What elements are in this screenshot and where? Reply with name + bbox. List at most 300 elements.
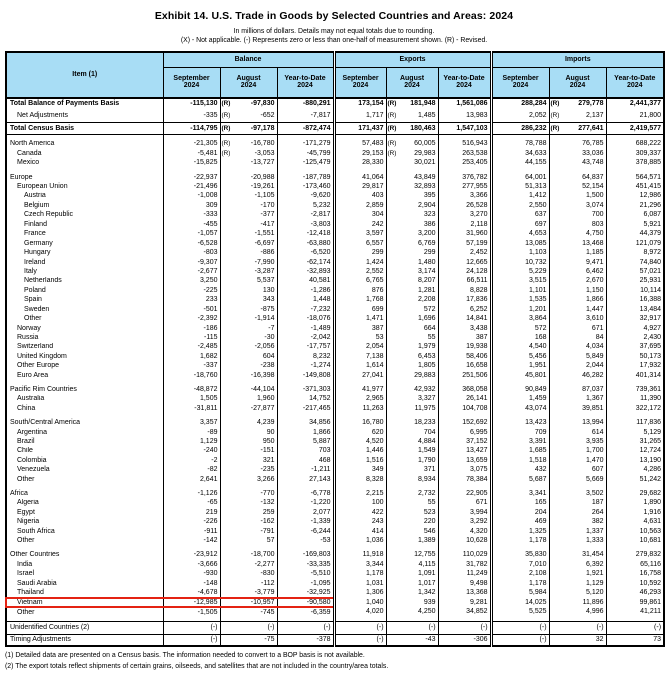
value-cell: 12,724 xyxy=(606,447,664,456)
value-cell: 403 xyxy=(334,192,386,201)
value-cell: -187,789 xyxy=(277,173,334,182)
row-label: France xyxy=(24,230,46,238)
value-cell: -32,925 xyxy=(277,588,334,597)
value-cell: 5,984 xyxy=(491,588,549,597)
value-cell: 3,515 xyxy=(491,277,549,286)
value-cell: -5,481 xyxy=(163,149,220,158)
row-label: Other Europe xyxy=(17,362,60,370)
table-row-other xyxy=(6,607,664,616)
row-label: Unidentified Countries (2) xyxy=(6,622,163,634)
value-cell: -1,505 xyxy=(163,607,220,616)
value-cell: -170 xyxy=(220,201,277,210)
value-cell: -1,914 xyxy=(220,314,277,323)
value-cell: 1,951 xyxy=(491,361,549,370)
value-cell: 1,447 xyxy=(549,305,606,314)
table-row-ireland xyxy=(6,258,664,267)
table-row-canada xyxy=(6,149,664,158)
value-cell: 52,154 xyxy=(549,182,606,191)
value-cell: 11,390 xyxy=(606,395,664,404)
value-cell: 2,965 xyxy=(334,395,386,404)
value-cell: 1,960 xyxy=(220,395,277,404)
value-cell: 2,215 xyxy=(334,489,386,498)
revised-marker: (R) xyxy=(221,112,231,120)
table-row-india xyxy=(6,560,664,569)
value-cell: 17,932 xyxy=(606,361,664,370)
value-cell: -371,303 xyxy=(277,385,334,394)
value-cell: 1,768 xyxy=(334,295,386,304)
row-label: Spain xyxy=(24,296,42,304)
value-cell: 10,114 xyxy=(606,286,664,295)
table-row-italy xyxy=(6,267,664,276)
value-cell: 43,074 xyxy=(491,404,549,413)
value-cell: 4,996 xyxy=(549,607,606,616)
value-cell: 187 xyxy=(549,499,606,508)
table-row-chile xyxy=(6,447,664,456)
value-cell: 1,333 xyxy=(549,536,606,545)
value-cell: -151 xyxy=(220,447,277,456)
value-cell: (-) xyxy=(491,622,549,634)
row-label: Other xyxy=(24,315,42,323)
value-cell: -43 xyxy=(386,634,438,646)
value-cell: 13,423 xyxy=(491,418,549,427)
value-cell: 664 xyxy=(386,324,438,333)
value-cell: 1,367 xyxy=(549,395,606,404)
value-cell: 32 xyxy=(549,634,606,646)
value-cell: 572 xyxy=(491,324,549,333)
value-cell: -235 xyxy=(220,465,277,474)
value-cell: -872,474 xyxy=(277,122,334,134)
table-row-norway xyxy=(6,324,664,333)
value-cell: -770 xyxy=(220,489,277,498)
value-cell: 24,128 xyxy=(438,267,491,276)
value-cell: -17,757 xyxy=(277,343,334,352)
table-row-argentina xyxy=(6,428,664,437)
row-label: Other xyxy=(17,475,35,483)
value-cell: 14,025 xyxy=(491,598,549,608)
value-cell: 41,211 xyxy=(606,607,664,616)
value-cell: 64,837 xyxy=(549,173,606,182)
table-row-africa xyxy=(6,489,664,498)
value-cell: 65,116 xyxy=(606,560,664,569)
value-cell: -377 xyxy=(220,210,277,219)
value-cell: 323 xyxy=(386,210,438,219)
table-row-other-countries xyxy=(6,551,664,560)
value-cell: 57 xyxy=(220,536,277,545)
row-label: Colombia xyxy=(17,456,47,464)
value-cell: 1,505 xyxy=(163,395,220,404)
value-cell: (R) -16,780 xyxy=(220,140,277,149)
value-cell: 5,849 xyxy=(549,352,606,361)
table-row-south-africa xyxy=(6,527,664,536)
table-row-european-union xyxy=(6,182,664,191)
table-row-sweden xyxy=(6,305,664,314)
units-note: In millions of dollars. Details may not equal totals due to rounding. xyxy=(233,28,435,35)
group-header-balance: Balance xyxy=(163,52,334,68)
table-row-other xyxy=(6,475,664,484)
value-cell: 5,687 xyxy=(491,475,549,484)
value-cell: 2,904 xyxy=(386,201,438,210)
value-cell: 6,087 xyxy=(606,210,664,219)
value-cell: 4,750 xyxy=(549,229,606,238)
footnotes xyxy=(5,651,668,672)
page-title: Exhibit 14. U.S. Trade in Goods by Selected Countries and Areas: 2024 xyxy=(154,10,514,22)
value-cell: 422 xyxy=(334,508,386,517)
table-row-total-balance-of-payments-basis xyxy=(6,98,664,110)
value-cell: -22,937 xyxy=(163,173,220,182)
row-label: Total Balance of Payments Basis xyxy=(10,100,120,108)
value-cell: -335 xyxy=(163,110,220,122)
value-cell: 3,864 xyxy=(491,314,549,323)
symbols-note: (X) - Not applicable. (-) Represents zero or less than one-half of measurement shown. (R) - Revised. xyxy=(180,37,488,45)
value-cell: 2,732 xyxy=(386,489,438,498)
row-label: Net Adjustments xyxy=(17,112,68,120)
row-label: Germany xyxy=(24,239,53,247)
value-cell: -90,580 xyxy=(277,598,334,608)
value-cell: 349 xyxy=(334,465,386,474)
value-cell: -306 xyxy=(438,634,491,646)
imports-ytd-header: Year-to-Date 2024 xyxy=(606,68,664,98)
value-cell: 604 xyxy=(220,352,277,361)
table-row-thailand xyxy=(6,588,664,597)
value-cell: -337 xyxy=(163,361,220,370)
row-label: Other Countries xyxy=(10,551,60,559)
table-row-north-america xyxy=(6,140,664,149)
value-cell: 1,389 xyxy=(386,536,438,545)
row-label: European Union xyxy=(17,183,68,191)
value-cell: 46,282 xyxy=(549,371,606,380)
value-cell: 4,250 xyxy=(386,607,438,616)
value-cell: 1,547,103 xyxy=(438,122,491,134)
value-cell: 8,328 xyxy=(334,475,386,484)
value-cell: 264 xyxy=(549,508,606,517)
value-cell: 1,535 xyxy=(491,295,549,304)
value-cell: 1,446 xyxy=(334,447,386,456)
value-cell: 2,054 xyxy=(334,343,386,352)
value-cell: 2,044 xyxy=(549,361,606,370)
value-cell: 10,732 xyxy=(491,258,549,267)
value-cell: (-) xyxy=(438,622,491,634)
value-cell: 12,755 xyxy=(386,551,438,560)
value-cell: -30 xyxy=(220,333,277,342)
value-cell: 1,129 xyxy=(163,437,220,446)
value-cell: (R) 2,137 xyxy=(549,110,606,122)
value-cell: 46,293 xyxy=(606,588,664,597)
value-cell: -1,105 xyxy=(220,192,277,201)
value-cell: 1,342 xyxy=(386,588,438,597)
value-cell: (R) -97,830 xyxy=(220,98,277,110)
value-cell: 2,859 xyxy=(334,201,386,210)
value-cell: -3,287 xyxy=(220,267,277,276)
row-label: Poland xyxy=(24,286,46,294)
value-cell: (-) xyxy=(334,622,386,634)
row-label: Netherlands xyxy=(24,277,62,285)
value-cell: -48,872 xyxy=(163,385,220,394)
value-cell: 29,153 xyxy=(334,149,386,158)
row-label: Pacific Rim Countries xyxy=(10,386,77,393)
value-cell: 1,178 xyxy=(334,569,386,578)
value-cell: -9,620 xyxy=(277,192,334,201)
value-cell: -112 xyxy=(220,579,277,588)
value-cell: 1,480 xyxy=(386,258,438,267)
value-cell: 13,659 xyxy=(438,456,491,465)
value-cell: 5,229 xyxy=(491,267,549,276)
value-cell: 31,454 xyxy=(549,551,606,560)
value-cell: (-) xyxy=(220,622,277,634)
value-cell: -333 xyxy=(163,210,220,219)
value-cell: -2,056 xyxy=(220,343,277,352)
value-cell: 29,682 xyxy=(606,489,664,498)
value-cell: 1,448 xyxy=(277,295,334,304)
value-cell: 73 xyxy=(606,634,664,646)
value-cell: 1,685 xyxy=(491,447,549,456)
value-cell: 4,927 xyxy=(606,324,664,333)
value-cell: 414 xyxy=(334,527,386,536)
value-cell: 42,932 xyxy=(386,385,438,394)
value-cell: 14,841 xyxy=(438,314,491,323)
value-cell: (-) xyxy=(606,622,664,634)
value-cell: 55 xyxy=(386,499,438,508)
value-cell: -142 xyxy=(163,536,220,545)
footnote-2: (2) The export totals reflect shipments of certain grains, oilseeds, and satellites that are not included in the country/area totals. xyxy=(5,662,389,670)
row-label: Belgium xyxy=(24,201,50,209)
value-cell: 3,344 xyxy=(334,560,386,569)
value-cell: 704 xyxy=(386,428,438,437)
value-cell: 8,232 xyxy=(277,352,334,361)
value-cell: 16,780 xyxy=(334,418,386,427)
table-row-unidentified-countries-2 xyxy=(6,622,664,634)
value-cell: -33,335 xyxy=(277,560,334,569)
value-cell: 10,681 xyxy=(606,536,664,545)
value-cell: 1,549 xyxy=(386,447,438,456)
value-cell: 57,021 xyxy=(606,267,664,276)
value-cell: 1,516 xyxy=(334,456,386,465)
revised-marker: (R) xyxy=(387,100,397,108)
value-cell: (R) 181,948 xyxy=(386,98,438,110)
value-cell: 6,557 xyxy=(334,239,386,248)
value-cell: 2,641 xyxy=(163,475,220,484)
table-row-europe xyxy=(6,173,664,182)
value-cell: -5,510 xyxy=(277,569,334,578)
value-cell: 84 xyxy=(549,333,606,342)
value-cell: 3,935 xyxy=(549,437,606,446)
value-cell: 1,017 xyxy=(386,579,438,588)
value-cell: 74,840 xyxy=(606,258,664,267)
table-row-timing-adjustments xyxy=(6,634,664,646)
value-cell: -217,465 xyxy=(277,404,334,413)
row-label: Venezuela xyxy=(17,466,50,474)
value-cell: 1,412 xyxy=(491,192,549,201)
value-cell: 3,292 xyxy=(438,517,491,526)
value-cell: 1,150 xyxy=(549,286,606,295)
value-cell: -1,126 xyxy=(163,489,220,498)
revised-marker: (R) xyxy=(221,100,231,108)
value-cell: (R) 60,005 xyxy=(386,140,438,149)
table-row-south-central-america xyxy=(6,418,664,427)
table-row-other-europe xyxy=(6,361,664,370)
revised-marker: (R) xyxy=(387,112,397,120)
value-cell: 288,284 xyxy=(491,98,549,110)
exports-ytd-header: Year-to-Date 2024 xyxy=(438,68,491,98)
value-cell: 26,141 xyxy=(438,395,491,404)
value-cell: 1,103 xyxy=(491,248,549,257)
value-cell: 2,052 xyxy=(491,110,549,122)
value-cell: -1,339 xyxy=(277,517,334,526)
value-cell: 1,031 xyxy=(334,579,386,588)
value-cell: -2,485 xyxy=(163,343,220,352)
value-cell: -3,779 xyxy=(220,588,277,597)
value-cell: 5,120 xyxy=(549,588,606,597)
value-cell: 3,074 xyxy=(549,201,606,210)
value-cell: -240 xyxy=(163,447,220,456)
value-cell: 703 xyxy=(277,447,334,456)
value-cell: 78,384 xyxy=(438,475,491,484)
table-row-israel xyxy=(6,569,664,578)
revised-marker: (R) xyxy=(550,100,560,108)
value-cell: -2,817 xyxy=(277,210,334,219)
value-cell: 2,550 xyxy=(491,201,549,210)
value-cell: 37,695 xyxy=(606,343,664,352)
value-cell: 277,955 xyxy=(438,182,491,191)
group-header-imports: Imports xyxy=(491,52,664,68)
group-header-row xyxy=(6,52,664,68)
value-cell: -1,551 xyxy=(220,229,277,238)
value-cell: 31,782 xyxy=(438,560,491,569)
value-cell: 1,866 xyxy=(549,295,606,304)
value-cell: -23,912 xyxy=(163,551,220,560)
value-cell: -417 xyxy=(220,220,277,229)
balance-august-header: August 2024 xyxy=(220,68,277,98)
value-cell: -6,520 xyxy=(277,248,334,257)
value-cell: 90 xyxy=(220,428,277,437)
value-cell: 44,155 xyxy=(491,158,549,167)
exports-august-header: August 2024 xyxy=(386,68,438,98)
value-cell: 168 xyxy=(491,333,549,342)
value-cell: 387 xyxy=(334,324,386,333)
value-cell: -2 xyxy=(163,456,220,465)
value-cell: (-) xyxy=(163,622,220,634)
value-cell: 41,064 xyxy=(334,173,386,182)
value-cell: 3,597 xyxy=(334,229,386,238)
value-cell: 9,471 xyxy=(549,258,606,267)
value-cell: 688,222 xyxy=(606,140,664,149)
value-cell: 219 xyxy=(163,508,220,517)
value-cell: 2,552 xyxy=(334,267,386,276)
value-cell: -115,130 xyxy=(163,98,220,110)
table-row-pacific-rim-countries xyxy=(6,385,664,394)
value-cell: -745 xyxy=(220,607,277,616)
value-cell: 130 xyxy=(220,286,277,295)
footnote-1: (1) Detailed data are presented on a Census basis. The information needed to convert to a BOP basis is not available. xyxy=(5,652,365,660)
value-cell: 10,628 xyxy=(438,536,491,545)
value-cell: 6,392 xyxy=(549,560,606,569)
value-cell: 3,174 xyxy=(386,267,438,276)
value-cell: -803 xyxy=(163,248,220,257)
value-cell: 8,207 xyxy=(386,277,438,286)
value-cell: -75 xyxy=(220,634,277,646)
value-cell: 1,185 xyxy=(549,248,606,257)
value-cell: 4,320 xyxy=(438,527,491,536)
revised-marker: (R) xyxy=(550,124,560,132)
row-label: Finland xyxy=(24,220,47,228)
value-cell: 1,091 xyxy=(386,569,438,578)
table-header xyxy=(6,52,664,98)
value-cell: 4,520 xyxy=(334,437,386,446)
value-cell: 100 xyxy=(334,499,386,508)
value-cell: (R) 29,983 xyxy=(386,149,438,158)
value-cell: 220 xyxy=(386,517,438,526)
row-label: Egypt xyxy=(17,508,35,516)
value-cell: 152,692 xyxy=(438,418,491,427)
table-row-switzerland xyxy=(6,343,664,352)
value-cell: 3,438 xyxy=(438,324,491,333)
value-cell: 2,108 xyxy=(491,569,549,578)
balance-september-header: September 2024 xyxy=(163,68,220,98)
value-cell: -82 xyxy=(163,465,220,474)
value-cell: -886 xyxy=(220,248,277,257)
value-cell: 5,525 xyxy=(491,607,549,616)
value-cell: 58,406 xyxy=(438,352,491,361)
value-cell: 29,883 xyxy=(386,371,438,380)
value-cell: -875 xyxy=(220,305,277,314)
item-column-header: Item (1) xyxy=(6,52,163,98)
table-row-net-adjustments xyxy=(6,110,664,122)
value-cell: 34,633 xyxy=(491,149,549,158)
value-cell: 19,938 xyxy=(438,343,491,352)
value-cell: 1,178 xyxy=(491,579,549,588)
value-cell: -7 xyxy=(220,324,277,333)
value-cell: 121,079 xyxy=(606,239,664,248)
table-row-finland xyxy=(6,220,664,229)
row-label: Canada xyxy=(17,149,42,157)
value-cell: -53 xyxy=(277,536,334,545)
value-cell: 2,441,377 xyxy=(606,98,664,110)
row-label: Sweden xyxy=(24,305,50,313)
revised-marker: (R) xyxy=(387,124,397,132)
value-cell: 243 xyxy=(334,517,386,526)
value-cell: 2,670 xyxy=(549,277,606,286)
table-row-germany xyxy=(6,239,664,248)
value-cell: (-) xyxy=(277,622,334,634)
value-cell: -44,104 xyxy=(220,385,277,394)
revised-marker: (R) xyxy=(387,149,397,157)
value-cell: 286,232 xyxy=(491,122,549,134)
value-cell: 27,143 xyxy=(277,475,334,484)
revised-marker: (R) xyxy=(387,140,397,148)
row-label: United Kingdom xyxy=(17,352,67,360)
value-cell: 386 xyxy=(386,220,438,229)
value-cell: 35,830 xyxy=(491,551,549,560)
value-cell: -3,803 xyxy=(277,220,334,229)
value-cell: 233 xyxy=(163,295,220,304)
value-cell: -169,803 xyxy=(277,551,334,560)
value-cell: 1,500 xyxy=(549,192,606,201)
value-cell: -10,957 xyxy=(220,598,277,608)
value-cell: 76,785 xyxy=(549,140,606,149)
value-cell: 3,200 xyxy=(386,229,438,238)
value-cell: 6,765 xyxy=(334,277,386,286)
value-cell: 1,518 xyxy=(491,456,549,465)
value-cell: (R) -652 xyxy=(220,110,277,122)
value-cell: -125,479 xyxy=(277,158,334,167)
value-cell: -149,808 xyxy=(277,371,334,380)
value-cell: -1,220 xyxy=(277,499,334,508)
table-row-australia xyxy=(6,395,664,404)
row-label: Other xyxy=(17,537,35,545)
row-label: Ireland xyxy=(24,258,46,266)
value-cell: -3,666 xyxy=(163,560,220,569)
value-cell: 44,379 xyxy=(606,229,664,238)
value-cell: 90,849 xyxy=(491,385,549,394)
